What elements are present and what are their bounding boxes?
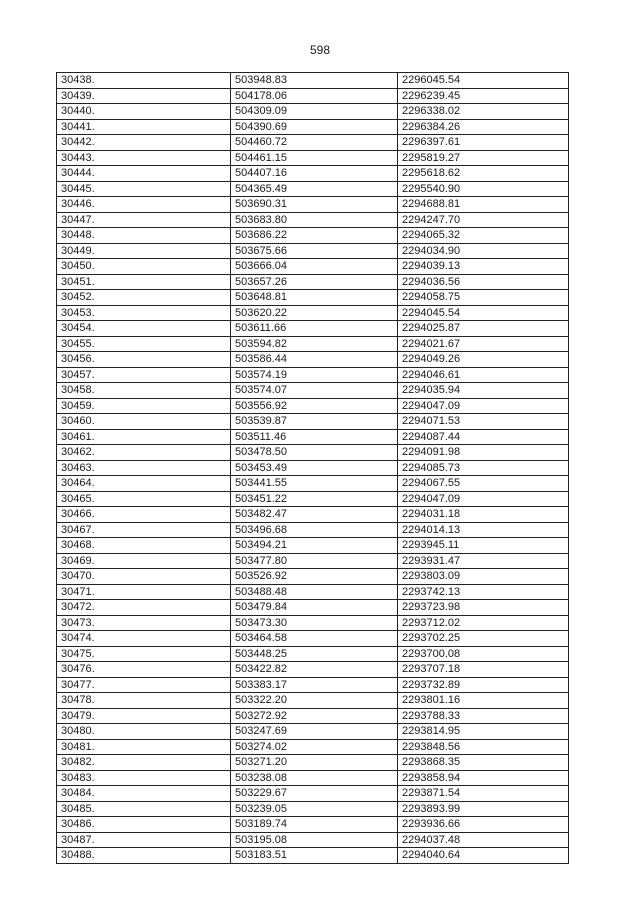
table-row — [57, 693, 569, 709]
y-coordinate-cell: 2294065.32 — [398, 228, 569, 244]
x-coordinate-cell: 503948.83 — [231, 73, 398, 89]
x-coordinate-cell: 503183.51 — [231, 848, 398, 864]
y-coordinate-cell: 2294025.87 — [398, 321, 569, 337]
y-coordinate-cell: 2294071.53 — [398, 414, 569, 430]
point-id-cell: 30453. — [57, 305, 231, 321]
point-id-cell: 30476. — [57, 662, 231, 678]
point-id-cell: 30443. — [57, 150, 231, 166]
x-coordinate-cell: 504309.09 — [231, 104, 398, 120]
point-id-cell: 30440. — [57, 104, 231, 120]
point-id-cell: 30472. — [57, 600, 231, 616]
table-row — [57, 631, 569, 647]
table-row — [57, 677, 569, 693]
y-coordinate-cell: 2293702.25 — [398, 631, 569, 647]
y-coordinate-cell: 2296384.26 — [398, 119, 569, 135]
x-coordinate-cell: 503274.02 — [231, 739, 398, 755]
y-coordinate-cell: 2294035.94 — [398, 383, 569, 399]
x-coordinate-cell: 503488.48 — [231, 584, 398, 600]
y-coordinate-cell: 2294091.98 — [398, 445, 569, 461]
table-row — [57, 104, 569, 120]
y-coordinate-cell: 2294036.56 — [398, 274, 569, 290]
point-id-cell: 30463. — [57, 460, 231, 476]
point-id-cell: 30478. — [57, 693, 231, 709]
table-row — [57, 507, 569, 523]
x-coordinate-cell: 503448.25 — [231, 646, 398, 662]
y-coordinate-cell: 2296045.54 — [398, 73, 569, 89]
y-coordinate-cell: 2294040.64 — [398, 848, 569, 864]
page-number: 598 — [309, 43, 331, 57]
x-coordinate-cell: 504365.49 — [231, 181, 398, 197]
table-row — [57, 135, 569, 151]
y-coordinate-cell: 2294047.09 — [398, 491, 569, 507]
table-row — [57, 739, 569, 755]
x-coordinate-cell: 503556.92 — [231, 398, 398, 414]
y-coordinate-cell: 2296397.61 — [398, 135, 569, 151]
table-row — [57, 290, 569, 306]
y-coordinate-cell: 2293707.18 — [398, 662, 569, 678]
x-coordinate-cell: 503229.67 — [231, 786, 398, 802]
point-id-cell: 30460. — [57, 414, 231, 430]
table-row — [57, 88, 569, 104]
table-row — [57, 336, 569, 352]
table-row — [57, 383, 569, 399]
y-coordinate-cell: 2294087.44 — [398, 429, 569, 445]
point-id-cell: 30448. — [57, 228, 231, 244]
point-id-cell: 30480. — [57, 724, 231, 740]
x-coordinate-cell: 503620.22 — [231, 305, 398, 321]
y-coordinate-cell: 2294031.18 — [398, 507, 569, 523]
y-coordinate-cell: 2293803.09 — [398, 569, 569, 585]
table-row — [57, 259, 569, 275]
point-id-cell: 30468. — [57, 538, 231, 554]
point-id-cell: 30481. — [57, 739, 231, 755]
point-id-cell: 30445. — [57, 181, 231, 197]
y-coordinate-cell: 2294047.09 — [398, 398, 569, 414]
x-coordinate-cell: 504461.15 — [231, 150, 398, 166]
point-id-cell: 30456. — [57, 352, 231, 368]
point-id-cell: 30485. — [57, 801, 231, 817]
y-coordinate-cell: 2294247.70 — [398, 212, 569, 228]
table-row — [57, 73, 569, 89]
table-row — [57, 367, 569, 383]
y-coordinate-cell: 2293945.11 — [398, 538, 569, 554]
table-row — [57, 398, 569, 414]
point-id-cell: 30479. — [57, 708, 231, 724]
point-id-cell: 30446. — [57, 197, 231, 213]
y-coordinate-cell: 2293700.08 — [398, 646, 569, 662]
y-coordinate-cell: 2296239.45 — [398, 88, 569, 104]
point-id-cell: 30454. — [57, 321, 231, 337]
y-coordinate-cell: 2293931.47 — [398, 553, 569, 569]
y-coordinate-cell: 2293732.89 — [398, 677, 569, 693]
x-coordinate-cell: 503473.30 — [231, 615, 398, 631]
y-coordinate-cell: 2294688.81 — [398, 197, 569, 213]
y-coordinate-cell: 2294039.13 — [398, 259, 569, 275]
table-row — [57, 414, 569, 430]
point-id-cell: 30439. — [57, 88, 231, 104]
y-coordinate-cell: 2294045.54 — [398, 305, 569, 321]
point-id-cell: 30455. — [57, 336, 231, 352]
table-row — [57, 228, 569, 244]
table-row — [57, 166, 569, 182]
table-row — [57, 181, 569, 197]
x-coordinate-cell: 503238.08 — [231, 770, 398, 786]
point-id-cell: 30484. — [57, 786, 231, 802]
table-row — [57, 476, 569, 492]
x-coordinate-cell: 503648.81 — [231, 290, 398, 306]
table-row — [57, 584, 569, 600]
point-id-cell: 30447. — [57, 212, 231, 228]
point-id-cell: 30473. — [57, 615, 231, 631]
point-id-cell: 30451. — [57, 274, 231, 290]
x-coordinate-cell: 503477.80 — [231, 553, 398, 569]
y-coordinate-cell: 2293848.56 — [398, 739, 569, 755]
point-id-cell: 30486. — [57, 817, 231, 833]
x-coordinate-cell: 503657.26 — [231, 274, 398, 290]
table-row — [57, 538, 569, 554]
table-row — [57, 770, 569, 786]
point-id-cell: 30470. — [57, 569, 231, 585]
point-id-cell: 30461. — [57, 429, 231, 445]
table-row — [57, 522, 569, 538]
x-coordinate-cell: 504390.69 — [231, 119, 398, 135]
coordinates-table — [56, 72, 569, 864]
x-coordinate-cell: 503453.49 — [231, 460, 398, 476]
table-row — [57, 429, 569, 445]
x-coordinate-cell: 503686.22 — [231, 228, 398, 244]
table-row — [57, 755, 569, 771]
x-coordinate-cell: 503189.74 — [231, 817, 398, 833]
x-coordinate-cell: 503586.44 — [231, 352, 398, 368]
coordinates-table-body — [57, 73, 569, 864]
y-coordinate-cell: 2294049.26 — [398, 352, 569, 368]
x-coordinate-cell: 503690.31 — [231, 197, 398, 213]
x-coordinate-cell: 503464.58 — [231, 631, 398, 647]
y-coordinate-cell: 2293893.99 — [398, 801, 569, 817]
point-id-cell: 30483. — [57, 770, 231, 786]
table-row — [57, 832, 569, 848]
x-coordinate-cell: 503272.92 — [231, 708, 398, 724]
x-coordinate-cell: 503594.82 — [231, 336, 398, 352]
x-coordinate-cell: 504460.72 — [231, 135, 398, 151]
x-coordinate-cell: 503239.05 — [231, 801, 398, 817]
y-coordinate-cell: 2293712.02 — [398, 615, 569, 631]
point-id-cell: 30465. — [57, 491, 231, 507]
y-coordinate-cell: 2294014.13 — [398, 522, 569, 538]
point-id-cell: 30459. — [57, 398, 231, 414]
y-coordinate-cell: 2293801.16 — [398, 693, 569, 709]
x-coordinate-cell: 503422.82 — [231, 662, 398, 678]
x-coordinate-cell: 503271.20 — [231, 755, 398, 771]
table-row — [57, 600, 569, 616]
x-coordinate-cell: 503478.50 — [231, 445, 398, 461]
x-coordinate-cell: 503574.07 — [231, 383, 398, 399]
y-coordinate-cell: 2295618.62 — [398, 166, 569, 182]
table-row — [57, 321, 569, 337]
table-row — [57, 491, 569, 507]
y-coordinate-cell: 2296338.02 — [398, 104, 569, 120]
point-id-cell: 30458. — [57, 383, 231, 399]
y-coordinate-cell: 2294058.75 — [398, 290, 569, 306]
point-id-cell: 30464. — [57, 476, 231, 492]
x-coordinate-cell: 503683.80 — [231, 212, 398, 228]
table-row — [57, 243, 569, 259]
point-id-cell: 30452. — [57, 290, 231, 306]
y-coordinate-cell: 2295540.90 — [398, 181, 569, 197]
point-id-cell: 30438. — [57, 73, 231, 89]
table-row — [57, 212, 569, 228]
table-row — [57, 305, 569, 321]
x-coordinate-cell: 504178.06 — [231, 88, 398, 104]
point-id-cell: 30450. — [57, 259, 231, 275]
y-coordinate-cell: 2294067.55 — [398, 476, 569, 492]
y-coordinate-cell: 2293723.98 — [398, 600, 569, 616]
table-row — [57, 119, 569, 135]
x-coordinate-cell: 503539.87 — [231, 414, 398, 430]
point-id-cell: 30442. — [57, 135, 231, 151]
x-coordinate-cell: 503666.04 — [231, 259, 398, 275]
y-coordinate-cell: 2293858.94 — [398, 770, 569, 786]
y-coordinate-cell: 2294085.73 — [398, 460, 569, 476]
table-row — [57, 848, 569, 864]
point-id-cell: 30467. — [57, 522, 231, 538]
x-coordinate-cell: 503441.55 — [231, 476, 398, 492]
x-coordinate-cell: 503451.22 — [231, 491, 398, 507]
table-row — [57, 197, 569, 213]
table-row — [57, 445, 569, 461]
x-coordinate-cell: 503322.20 — [231, 693, 398, 709]
table-row — [57, 662, 569, 678]
point-id-cell: 30457. — [57, 367, 231, 383]
y-coordinate-cell: 2293742.13 — [398, 584, 569, 600]
x-coordinate-cell: 503526.92 — [231, 569, 398, 585]
x-coordinate-cell: 503574.19 — [231, 367, 398, 383]
table-row — [57, 352, 569, 368]
x-coordinate-cell: 503383.17 — [231, 677, 398, 693]
point-id-cell: 30469. — [57, 553, 231, 569]
y-coordinate-cell: 2293814.95 — [398, 724, 569, 740]
point-id-cell: 30482. — [57, 755, 231, 771]
x-coordinate-cell: 503482.47 — [231, 507, 398, 523]
point-id-cell: 30474. — [57, 631, 231, 647]
x-coordinate-cell: 503479.84 — [231, 600, 398, 616]
y-coordinate-cell: 2295819.27 — [398, 150, 569, 166]
x-coordinate-cell: 503494.21 — [231, 538, 398, 554]
x-coordinate-cell: 504407.16 — [231, 166, 398, 182]
y-coordinate-cell: 2293788.33 — [398, 708, 569, 724]
point-id-cell: 30444. — [57, 166, 231, 182]
point-id-cell: 30488. — [57, 848, 231, 864]
point-id-cell: 30441. — [57, 119, 231, 135]
point-id-cell: 30449. — [57, 243, 231, 259]
table-row — [57, 817, 569, 833]
point-id-cell: 30471. — [57, 584, 231, 600]
table-row — [57, 553, 569, 569]
x-coordinate-cell: 503496.68 — [231, 522, 398, 538]
x-coordinate-cell: 503195.08 — [231, 832, 398, 848]
y-coordinate-cell: 2293871.54 — [398, 786, 569, 802]
table-row — [57, 150, 569, 166]
x-coordinate-cell: 503675.66 — [231, 243, 398, 259]
table-row — [57, 801, 569, 817]
table-row — [57, 646, 569, 662]
x-coordinate-cell: 503611.66 — [231, 321, 398, 337]
y-coordinate-cell: 2294046.61 — [398, 367, 569, 383]
table-row — [57, 460, 569, 476]
point-id-cell: 30475. — [57, 646, 231, 662]
x-coordinate-cell: 503247.69 — [231, 724, 398, 740]
y-coordinate-cell: 2293868.35 — [398, 755, 569, 771]
table-row — [57, 615, 569, 631]
table-row — [57, 274, 569, 290]
table-row — [57, 708, 569, 724]
point-id-cell: 30487. — [57, 832, 231, 848]
y-coordinate-cell: 2294034.90 — [398, 243, 569, 259]
y-coordinate-cell: 2293936.66 — [398, 817, 569, 833]
point-id-cell: 30462. — [57, 445, 231, 461]
table-row — [57, 724, 569, 740]
x-coordinate-cell: 503511.46 — [231, 429, 398, 445]
point-id-cell: 30477. — [57, 677, 231, 693]
table-row — [57, 786, 569, 802]
y-coordinate-cell: 2294021.67 — [398, 336, 569, 352]
point-id-cell: 30466. — [57, 507, 231, 523]
y-coordinate-cell: 2294037.48 — [398, 832, 569, 848]
table-row — [57, 569, 569, 585]
